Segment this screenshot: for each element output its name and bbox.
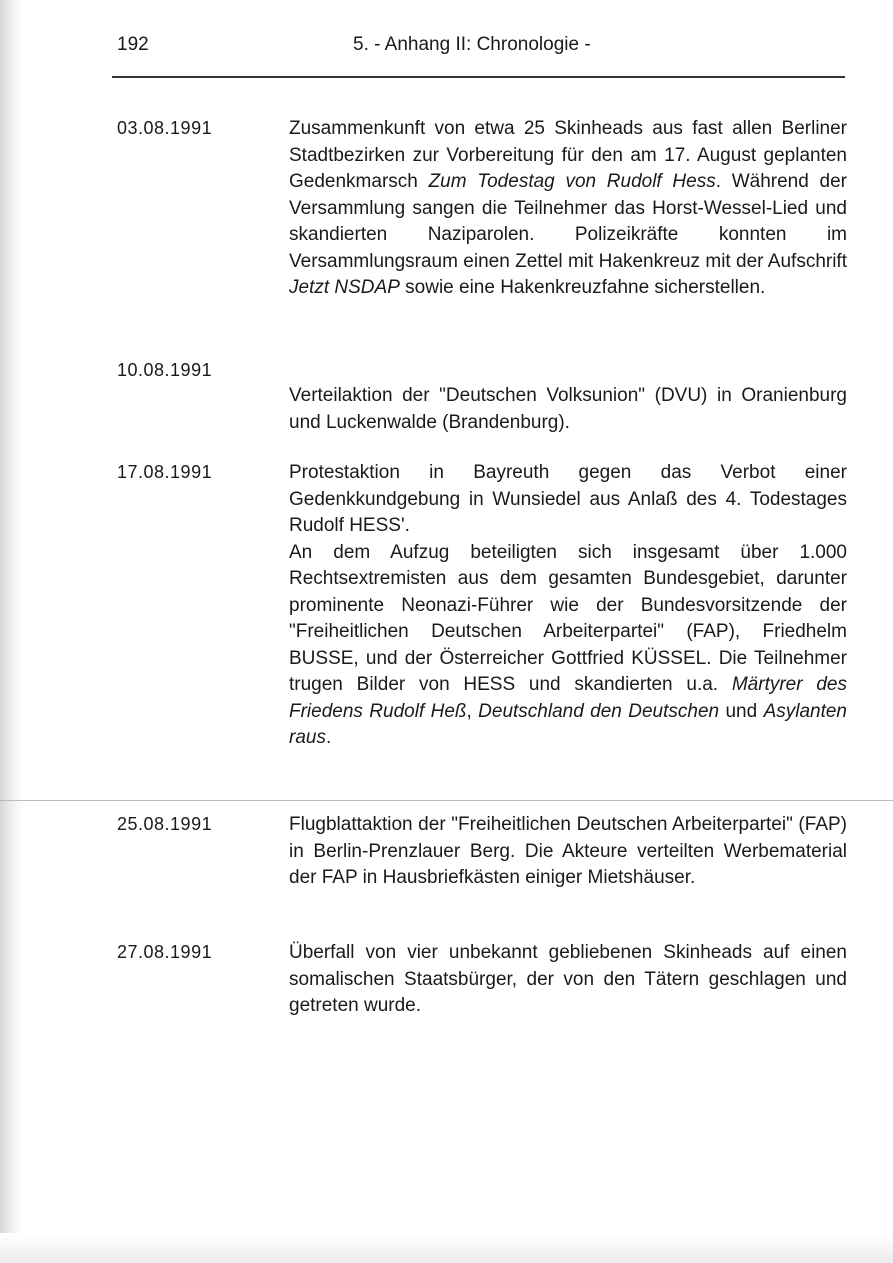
- scan-shadow-bottom: [0, 1233, 893, 1263]
- scan-artifact-line: [0, 800, 893, 801]
- scan-shadow-left: [0, 0, 24, 1263]
- entry-text: Flugblattaktion der "Freiheitlichen Deutschen Arbeiterpartei" (FAP) in Berlin-Prenzlauer Berg. Die Akteure verteilten Werbematerial der FAP in Hausbriefkästen einiger Mietshäuser.: [289, 814, 847, 888]
- running-head: 5. - Anhang II: Chronologie -: [353, 34, 591, 55]
- entry-date: 03.08.1991: [117, 118, 213, 138]
- entry-text: Überfall von vier unbekannt gebliebenen Skinheads auf einen somalischen Staatsbürger, der von den Tätern geschlagen und getreten wurde.: [289, 942, 847, 1016]
- page-number: 192: [117, 34, 149, 55]
- entry-text: Verteilaktion der "Deutschen Volksunion" (DVU) in Oranienburg und Luckenwalde (Brandenburg).: [289, 385, 847, 433]
- header-rule: [112, 76, 845, 78]
- entry-date: 17.08.1991: [117, 462, 213, 482]
- entry-date: 10.08.1991: [117, 360, 213, 380]
- entry-text: Zusammenkunft von etwa 25 Skinheads aus fast allen Berliner Stadtbezirken zur Vorbereitung für den am 17. August geplanten Gedenkmarsch Zum Todestag von Rudolf Hess. Während der Versammlung sangen die Teilnehmer das Horst-Wessel-Lied und skandierten Naziparolen. Polizeikräfte konnten im Versammlungsraum einen Zettel mit Hakenkreuz mit der Aufschrift Jetzt NSDAP sowie eine Hakenkreuzfahne sicherstellen.: [289, 118, 847, 298]
- entry-text: Protestaktion in Bayreuth gegen das Verbot einer Gedenkkundgebung in Wunsiedel aus Anlaß des 4. Todestages Rudolf HESS'. An dem Aufzug beteiligten sich insgesamt über 1.000 Rechtsextremisten aus dem gesamten Bundesgebiet, darunter prominente Neonazi-Führer wie der Bundesvorsitzende der "Freiheitlichen Deutschen Arbeiterpartei" (FAP), Friedhelm BUSSE, und der Österreicher Gottfried KÜSSEL. Die Teilnehmer trugen Bilder von HESS und skandierten u.a. Märtyrer des Friedens Rudolf Heß, Deutschland den Deutschen und Asylanten raus.: [289, 462, 848, 748]
- entry-date: 25.08.1991: [117, 814, 213, 834]
- entry-date: 27.08.1991: [117, 942, 213, 962]
